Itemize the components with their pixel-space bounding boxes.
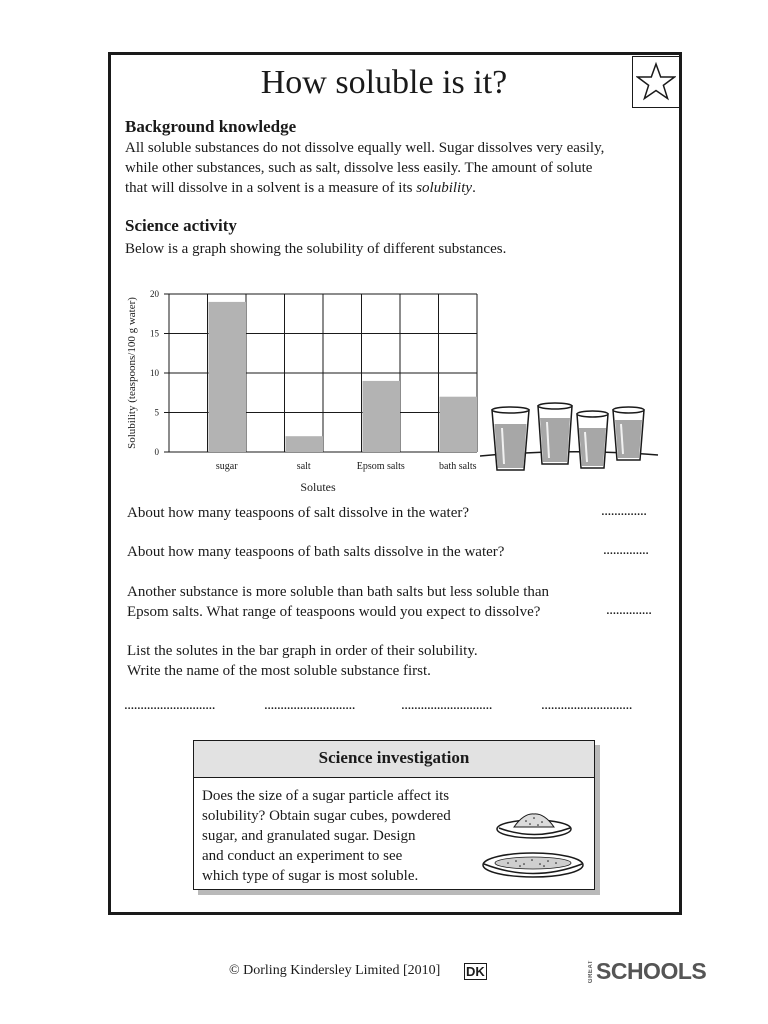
greatschools-logo <box>588 958 706 985</box>
background-line-3 <box>125 178 476 198</box>
investigation-line-4: and conduct an experiment to see <box>202 848 403 864</box>
x-tick-label: sugar <box>215 461 238 472</box>
solubility-term: solubility <box>416 180 473 196</box>
answer-line-range[interactable]: .............. <box>606 602 652 618</box>
background-line-2: while other substances, such as salt, dissolve less easily. The amount of solute <box>125 160 593 176</box>
background-line-3-end: . <box>472 180 476 196</box>
investigation-line-5: which type of sugar is most soluble. <box>202 868 419 884</box>
chart-x-ticks <box>216 461 477 472</box>
order-answer-line-3[interactable]: ............................ <box>401 697 492 713</box>
answer-line-bath-salts[interactable]: .............. <box>603 542 649 558</box>
bar-salt <box>286 436 324 452</box>
order-answer-line-1[interactable]: ............................ <box>124 697 215 713</box>
question-order-line-1: List the solutes in the bar graph in order of their solubility. <box>127 643 478 659</box>
question-range-line-2: Epsom salts. What range of teaspoons would you expect to dissolve? <box>127 604 541 620</box>
question-bath-salts: About how many teaspoons of bath salts dissolve in the water? <box>127 544 505 560</box>
background-line-1: All soluble substances do not dissolve equally well. Sugar dissolves very easily, <box>125 140 605 156</box>
y-tick-label: 10 <box>150 368 159 378</box>
page-title: How soluble is it? <box>260 64 508 101</box>
investigation-line-1: Does the size of a sugar particle affect its <box>202 788 450 804</box>
background-heading: Background knowledge <box>125 117 297 136</box>
investigation-line-2: solubility? Obtain sugar cubes, powdered <box>202 808 451 824</box>
question-order-line-2: Write the name of the most soluble substance first. <box>127 663 431 679</box>
greatschools-logo-schools: SCHOOLS <box>596 958 707 984</box>
x-tick-label: salt <box>296 461 311 472</box>
sugar-bowls-illustration <box>482 801 590 881</box>
copyright-text: © Dorling Kindersley Limited [2010] <box>229 963 441 978</box>
chart-x-axis-label: Solutes <box>300 480 336 494</box>
background-line-3-text: that will dissolve in a solvent is a measure of its <box>125 180 417 196</box>
chart-y-ticks <box>150 289 160 457</box>
bar-sugar <box>209 302 247 452</box>
investigation-line-3: sugar, and granulated sugar. Design <box>202 828 416 844</box>
x-tick-label: bath salts <box>439 461 477 472</box>
answer-line-salt[interactable]: .............. <box>601 503 647 519</box>
bar-bath-salts <box>440 397 478 452</box>
investigation-heading: Science investigation <box>194 741 594 778</box>
investigation-text <box>202 786 502 886</box>
order-answer-line-4[interactable]: ............................ <box>541 697 632 713</box>
question-range-line-1: Another substance is more soluble than bath salts but less soluble than <box>127 584 550 600</box>
activity-heading: Science activity <box>125 216 237 235</box>
y-tick-label: 15 <box>150 328 159 339</box>
y-tick-label: 0 <box>154 447 159 457</box>
y-tick-label: 5 <box>154 407 159 418</box>
solubility-bar-chart <box>120 280 490 500</box>
activity-intro: Below is a graph showing the solubility of different substances. <box>125 241 507 257</box>
x-tick-label: Epsom salts <box>356 461 405 472</box>
greatschools-logo-great: GREAT <box>588 959 594 984</box>
dk-logo: DK <box>466 964 485 979</box>
chart-y-axis-label: Solubility (teaspoons/100 g water) <box>126 297 138 449</box>
chart-bars <box>209 302 478 452</box>
question-salt: About how many teaspoons of salt dissolve in the water? <box>127 505 470 521</box>
water-glasses-illustration <box>480 398 660 478</box>
investigation-box <box>193 740 595 890</box>
bar-epsom-salts <box>363 381 401 452</box>
y-tick-label: 20 <box>150 289 159 299</box>
order-answer-line-2[interactable]: ............................ <box>264 697 355 713</box>
